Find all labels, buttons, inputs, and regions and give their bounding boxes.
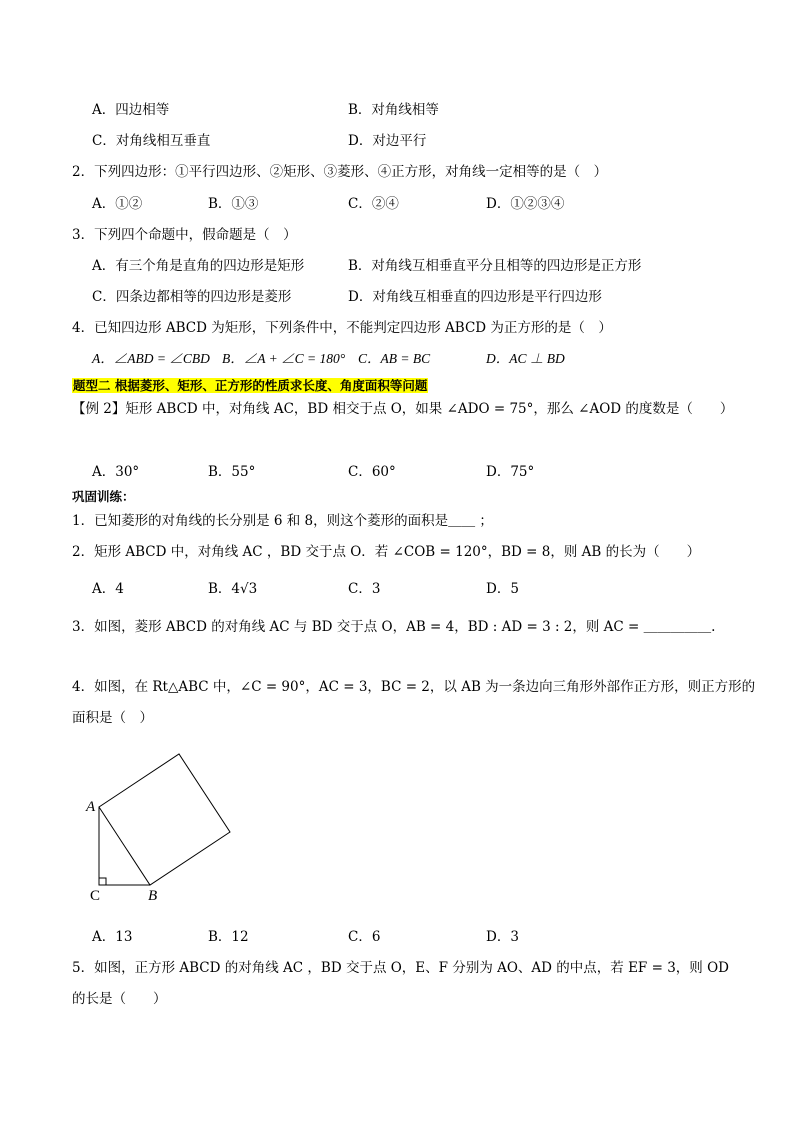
q1-option-c: C．对角线相互垂直 bbox=[92, 133, 211, 149]
q4-option-d: D．AC ⊥ BD bbox=[486, 351, 565, 366]
q1-option-d: D．对边平行 bbox=[348, 133, 427, 149]
square-shape bbox=[99, 754, 230, 885]
q2-option-c: C．②④ bbox=[348, 196, 399, 212]
q4-option-b: B．∠A + ∠C = 180° bbox=[222, 351, 346, 366]
q2-stem: 2．下列四边形：①平行四边形、②矩形、③菱形、④正方形，对角线一定相等的是（ ） bbox=[72, 164, 608, 180]
q4-option-a: A．∠ABD = ∠CBD bbox=[92, 351, 210, 366]
q1-option-a: A．四边相等 bbox=[92, 102, 170, 118]
q3-option-a: A．有三个角是直角的四边形是矩形 bbox=[92, 258, 305, 274]
label-b: B bbox=[148, 888, 158, 904]
example2-option-a: A．30° bbox=[92, 464, 140, 480]
p4-option-d: D．3 bbox=[486, 929, 519, 945]
p2-option-d: D．5 bbox=[486, 581, 519, 597]
p5-stem-line2: 的长是（ ） bbox=[72, 991, 167, 1007]
example2-option-d: D．75° bbox=[486, 464, 535, 480]
p4-stem-line1: 4．如图，在 Rt△ABC 中，∠C = 90°，AC = 3，BC = 2，以 AB 为一条边向三角形外部作正方形，则正方形的 bbox=[72, 679, 756, 695]
q2-option-a: A．①② bbox=[92, 196, 143, 212]
section-heading bbox=[72, 377, 428, 395]
p3-stem: 3．如图，菱形 ABCD 的对角线 AC 与 BD 交于点 O，AB = 4，BD : AD = 3 : 2，则 AC = ＿＿＿＿＿. bbox=[72, 619, 716, 635]
p2-stem: 2．矩形 ABCD 中，对角线 AC ，BD 交于点 O．若 ∠COB = 120°，BD = 8，则 AB 的长为（ ） bbox=[72, 544, 701, 560]
q3-stem: 3．下列四个命题中，假命题是（ ） bbox=[72, 227, 297, 243]
q2-option-d: D．①②③④ bbox=[486, 196, 565, 212]
triangle-square-figure bbox=[82, 740, 322, 910]
p4-option-c: C．6 bbox=[348, 929, 381, 945]
practice-heading: 巩固训练： bbox=[72, 489, 135, 504]
p4-option-a: A．13 bbox=[92, 929, 133, 945]
q3-option-d: D．对角线互相垂直的四边形是平行四边形 bbox=[348, 289, 602, 305]
p4-option-b: B．12 bbox=[208, 929, 249, 945]
q4-stem: 4．已知四边形 ABCD 为矩形，下列条件中，不能判定四边形 ABCD 为正方形的是（ ） bbox=[72, 320, 612, 336]
section-heading-text: 题型二 根据菱形、矩形、正方形的性质求长度、角度面积等问题 bbox=[73, 378, 428, 393]
example2-option-b: B．55° bbox=[208, 464, 256, 480]
p5-stem-line1: 5．如图，正方形 ABCD 的对角线 AC ，BD 交于点 O，E、F 分别为 AO、AD 的中点，若 EF = 3，则 OD bbox=[72, 960, 729, 976]
q3-option-c: C．四条边都相等的四边形是菱形 bbox=[92, 289, 292, 305]
example2-stem: 【例 2】矩形 ABCD 中，对角线 AC，BD 相交于点 O，如果 ∠ADO = 75°，那么 ∠AOD 的度数是（ ） bbox=[72, 401, 734, 417]
p4-stem-line2: 面积是（ ） bbox=[72, 710, 153, 726]
label-a: A bbox=[86, 799, 96, 815]
q4-option-c: C．AB = BC bbox=[358, 351, 431, 366]
q2-option-b: B．①③ bbox=[208, 196, 259, 212]
label-c: C bbox=[90, 888, 101, 904]
right-angle-marker bbox=[99, 878, 106, 885]
example2-option-c: C．60° bbox=[348, 464, 396, 480]
q3-option-b: B．对角线互相垂直平分且相等的四边形是正方形 bbox=[348, 258, 642, 274]
p1-stem: 1．已知菱形的对角线的长分别是 6 和 8，则这个菱形的面积是＿＿ ； bbox=[72, 513, 493, 529]
q1-option-b: B．对角线相等 bbox=[348, 102, 439, 118]
p2-option-c: C．3 bbox=[348, 581, 381, 597]
p2-option-b: B．4√3 bbox=[208, 581, 258, 597]
p2-option-a: A．4 bbox=[92, 581, 124, 597]
